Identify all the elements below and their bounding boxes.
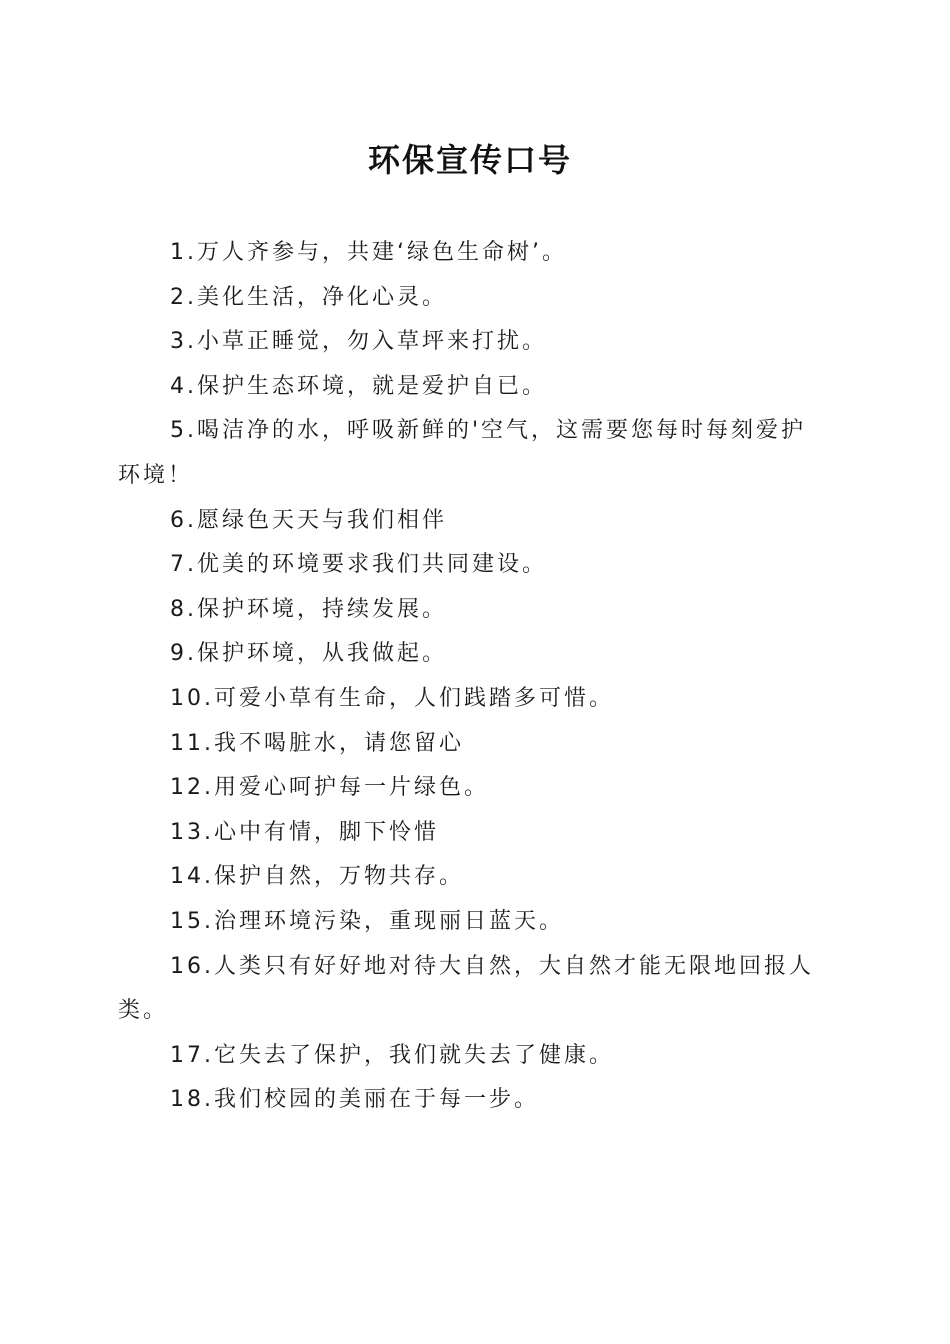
slogan-item: 16.人类只有好好地对待大自然，大自然才能无限地回报人类。 [118,953,814,1024]
slogan-item: 7.优美的环境要求我们共同建设。 [170,552,547,578]
slogan-item: 2.美化生活，净化心灵。 [170,284,447,310]
slogan-item: 15.治理环境污染，重现丽日蓝天。 [170,908,564,934]
slogan-item: 12.用爱心呵护每一片绿色。 [170,775,489,801]
slogan-list [118,231,828,1123]
slogan-item: 8.保护环境，持续发展。 [170,596,447,622]
slogan-item: 10.可爱小草有生命，人们践踏多可惜。 [170,685,614,711]
slogan-item: 5.喝洁净的水，呼吸新鲜的'空气，这需要您每时每刻爱护环境！ [118,418,807,488]
slogan-item: 11.我不喝脏水，请您留心 [170,730,464,756]
slogan-item: 3.小草正睡觉，勿入草坪来打扰。 [170,329,547,355]
slogan-item: 17.它失去了保护，我们就失去了健康。 [170,1042,614,1068]
slogan-item: 13.心中有情，脚下怜惜 [170,819,439,845]
document-title: 环保宣传口号 [367,141,572,179]
slogan-item: 4.保护生态环境，就是爱护自已。 [170,373,547,399]
slogan-item: 18.我们校园的美丽在于每一步。 [170,1087,539,1113]
slogan-item: 6.愿绿色天天与我们相伴 [170,507,447,533]
slogan-item: 14.保护自然，万物共存。 [170,864,464,890]
slogan-item: 9.保护环境，从我做起。 [170,641,447,667]
slogan-item: 1.万人齐参与，共建‘绿色生命树’。 [170,240,567,265]
